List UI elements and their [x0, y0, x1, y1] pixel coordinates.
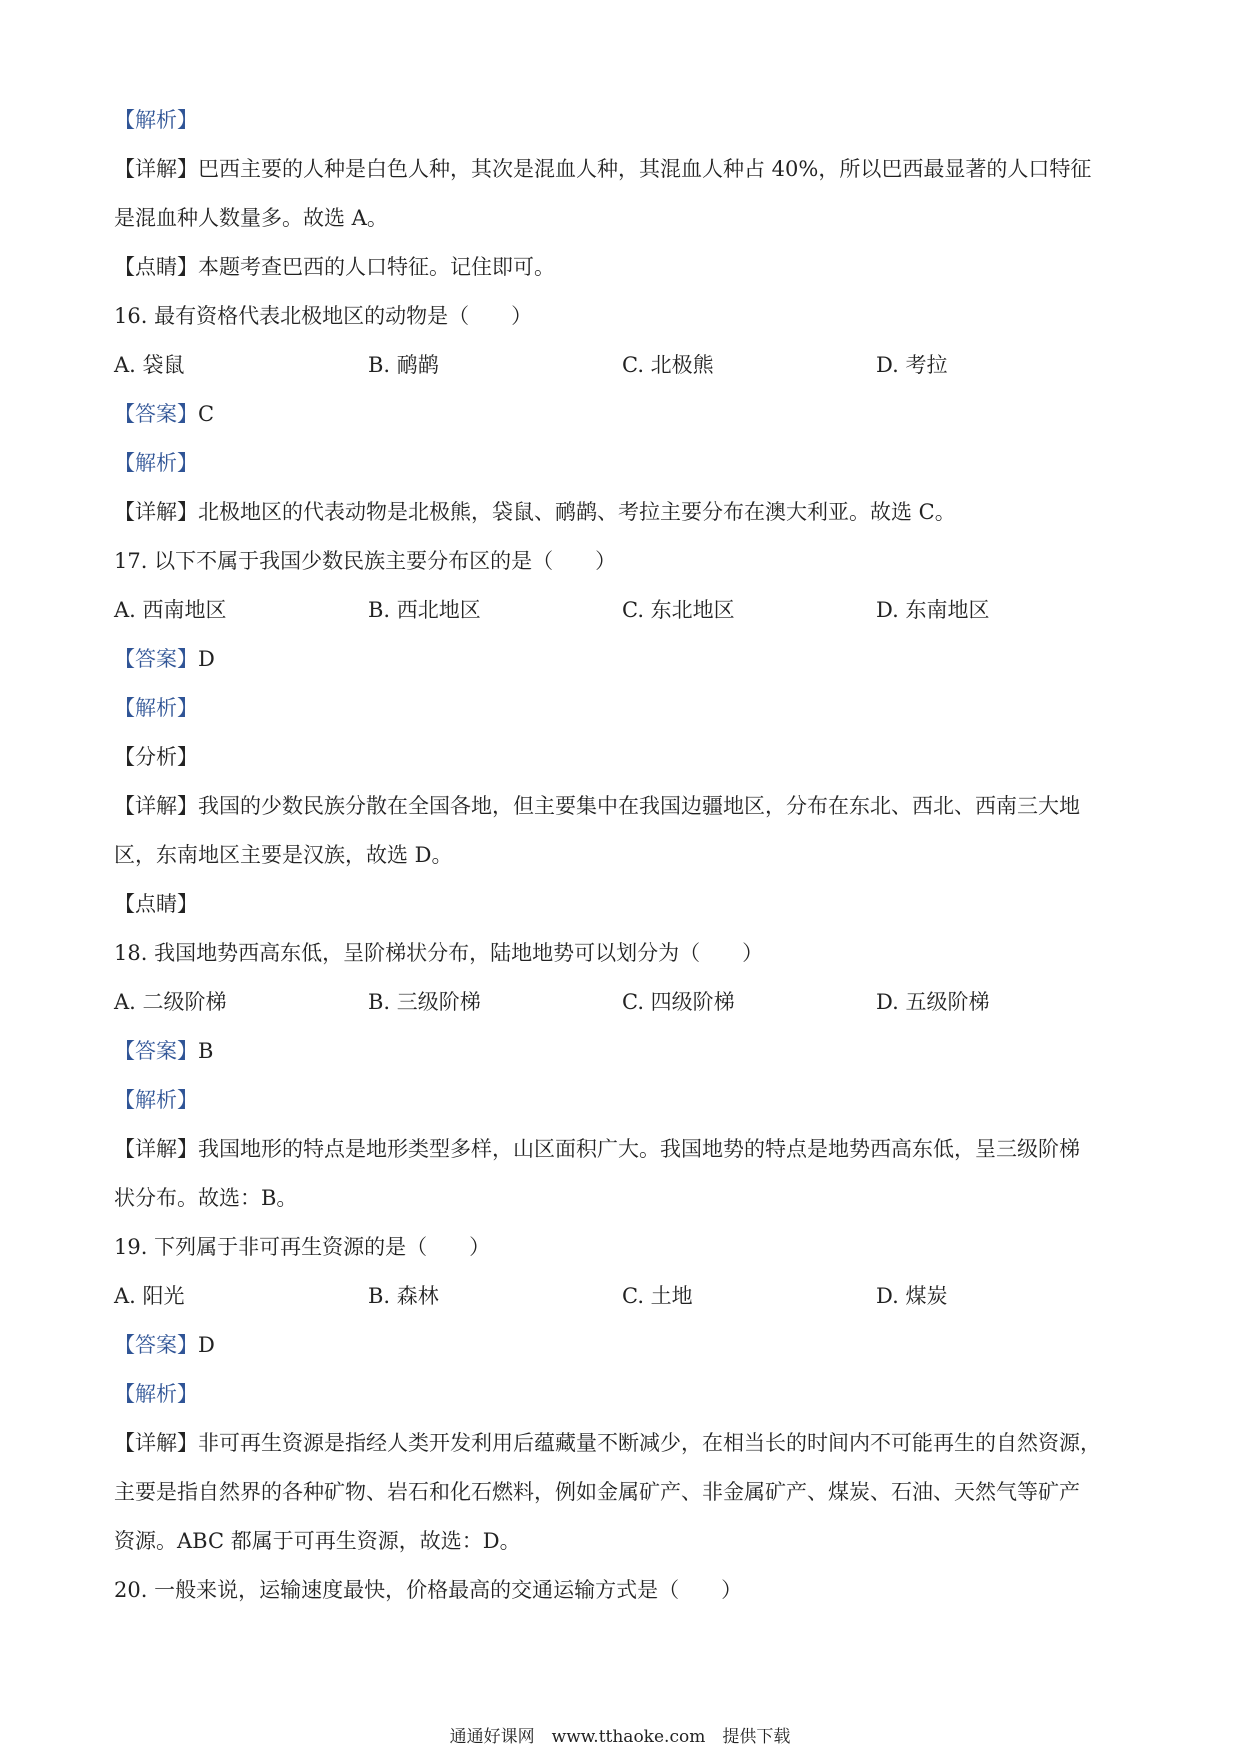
section-tag: 【分析】: [114, 745, 198, 769]
text-line: 20. 一般来说，运输速度最快，价格最高的交通运输方式是（ ）: [114, 1578, 743, 1602]
answer-option: B. 西北地区: [368, 598, 481, 622]
answer-option: A. 阳光: [114, 1284, 185, 1308]
answer-option: C. 东北地区: [622, 598, 735, 622]
section-tag: 【解析】: [114, 696, 198, 720]
answer-option: C. 四级阶梯: [622, 990, 735, 1014]
line-text: D: [198, 647, 215, 671]
text-line: 18. 我国地势西高东低，呈阶梯状分布，陆地地势可以划分为（ ）: [114, 941, 764, 965]
tagged-line: [114, 1419, 1134, 1468]
answer-option: A. 袋鼠: [114, 353, 185, 377]
line-text: 本题考查巴西的人口特征。记住即可。: [198, 255, 555, 279]
line-text: B: [198, 1039, 214, 1063]
section-tag: 【答案】: [114, 647, 198, 671]
answer-options: [114, 1272, 1134, 1321]
answer-option: A. 西南地区: [114, 598, 227, 622]
answer-option: A. 二级阶梯: [114, 990, 227, 1014]
tagged-line: [114, 635, 1134, 684]
section-tag: 【点睛】: [114, 892, 198, 916]
tagged-line: [114, 1321, 1134, 1370]
line-text: 非可再生资源是指经人类开发利用后蕴藏量不断减少，在相当长的时间内不可能再生的自然资源，: [198, 1431, 1101, 1455]
answer-option: B. 森林: [368, 1284, 439, 1308]
answer-option: D. 考拉: [876, 353, 948, 377]
line-text: C: [198, 402, 215, 426]
line-text: 我国的少数民族分散在全国各地，但主要集中在我国边疆地区，分布在东北、西北、西南三大地: [198, 794, 1080, 818]
document-page: [114, 96, 1134, 1615]
answer-option: D. 东南地区: [876, 598, 990, 622]
text-line: 19. 下列属于非可再生资源的是（ ）: [114, 1235, 491, 1259]
answer-option: D. 五级阶梯: [876, 990, 990, 1014]
tagged-line: [114, 96, 1134, 145]
section-tag: 【点睛】: [114, 255, 198, 279]
answer-options: [114, 586, 1134, 635]
section-tag: 【解析】: [114, 1382, 198, 1406]
line-text: 我国地形的特点是地形类型多样，山区面积广大。我国地势的特点是地势西高东低，呈三级阶梯: [198, 1137, 1080, 1161]
text-line: 是混血种人数量多。故选 A。: [114, 206, 388, 230]
tagged-line: [114, 684, 1134, 733]
section-tag: 【解析】: [114, 108, 198, 132]
tagged-line: [114, 1370, 1134, 1419]
text-line: 主要是指自然界的各种矿物、岩石和化石燃料，例如金属矿产、非金属矿产、煤炭、石油、天然气等矿产: [114, 1480, 1080, 1504]
tagged-line: [114, 880, 1134, 929]
answer-option: C. 北极熊: [622, 353, 714, 377]
section-tag: 【答案】: [114, 1333, 198, 1357]
answer-option: B. 三级阶梯: [368, 990, 481, 1014]
page-footer: 通通好课网 www.tthaoke.com 提供下载: [449, 1727, 791, 1747]
section-tag: 【详解】: [114, 794, 198, 818]
section-tag: 【解析】: [114, 1088, 198, 1112]
tagged-line: [114, 733, 1134, 782]
section-tag: 【详解】: [114, 1137, 198, 1161]
answer-option: C. 土地: [622, 1284, 693, 1308]
section-tag: 【答案】: [114, 402, 198, 426]
tagged-line: [114, 1027, 1134, 1076]
answer-option: D. 煤炭: [876, 1284, 948, 1308]
tagged-line: [114, 145, 1134, 194]
text-line: 资源。ABC 都属于可再生资源，故选：D。: [114, 1529, 521, 1553]
answer-options: [114, 978, 1134, 1027]
tagged-line: [114, 782, 1134, 831]
answer-options: [114, 341, 1134, 390]
line-text: 北极地区的代表动物是北极熊，袋鼠、鸸鹋、考拉主要分布在澳大利亚。故选 C。: [198, 500, 956, 524]
line-text: D: [198, 1333, 215, 1357]
text-line: 16. 最有资格代表北极地区的动物是（ ）: [114, 304, 533, 328]
tagged-line: [114, 390, 1134, 439]
answer-option: B. 鸸鹋: [368, 353, 439, 377]
section-tag: 【详解】: [114, 1431, 198, 1455]
tagged-line: [114, 1125, 1134, 1174]
section-tag: 【详解】: [114, 157, 198, 181]
text-line: 状分布。故选：B。: [114, 1186, 298, 1210]
tagged-line: [114, 488, 1134, 537]
section-tag: 【详解】: [114, 500, 198, 524]
tagged-line: [114, 243, 1134, 292]
tagged-line: [114, 439, 1134, 488]
text-line: 17. 以下不属于我国少数民族主要分布区的是（ ）: [114, 549, 617, 573]
section-tag: 【解析】: [114, 451, 198, 475]
line-text: 巴西主要的人种是白色人种，其次是混血人种，其混血人种占 40%，所以巴西最显著的人口特征: [198, 157, 1092, 181]
tagged-line: [114, 1076, 1134, 1125]
section-tag: 【答案】: [114, 1039, 198, 1063]
text-line: 区，东南地区主要是汉族，故选 D。: [114, 843, 453, 867]
